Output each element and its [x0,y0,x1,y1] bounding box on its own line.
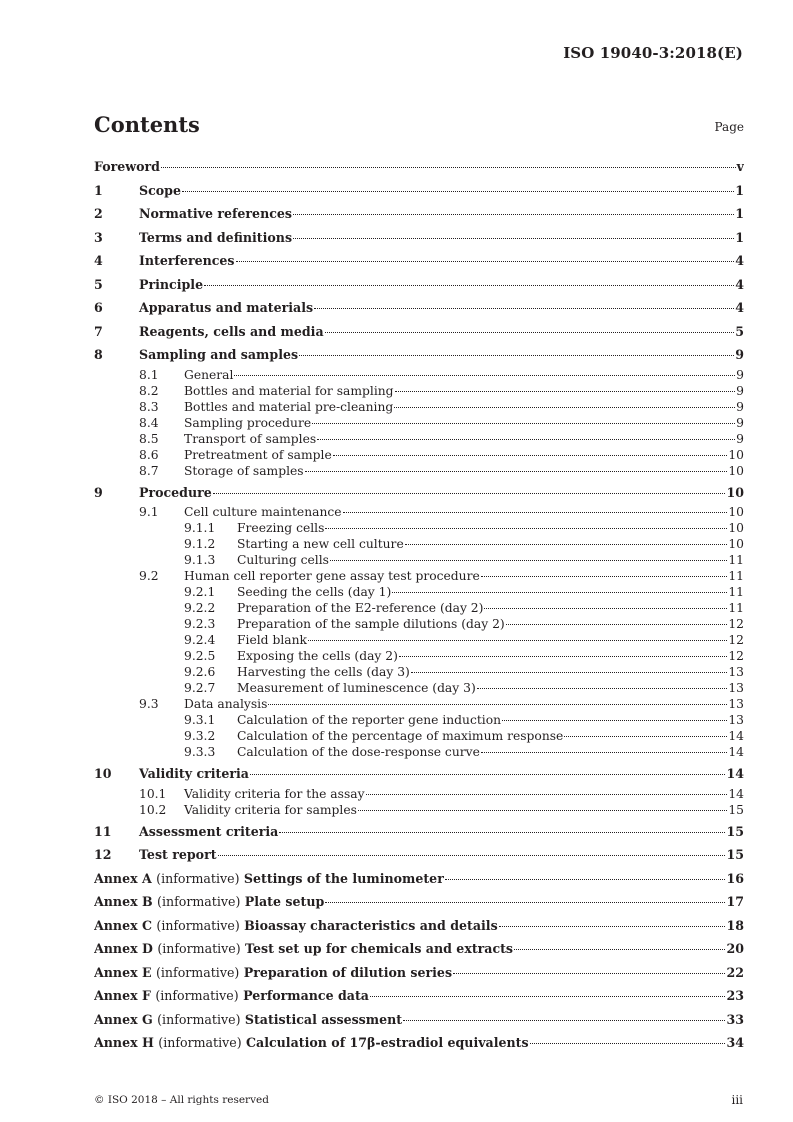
dot-leader [481,576,728,577]
toc-entry[interactable] [94,744,744,760]
toc-entry-title: Scope [139,182,181,198]
annex-label: Annex A [94,870,152,886]
toc-entry[interactable] [94,463,744,479]
toc-entry-title: Data analysis [184,697,268,711]
toc-page-number: 12 [728,633,744,647]
toc-entry-title: Preparation of the E2-reference (day 2) [237,601,484,615]
dot-leader [403,1020,725,1021]
toc-entry[interactable] [94,786,744,802]
toc-entry-number: 9.2 [139,569,159,583]
toc-entry-number: 5 [94,276,103,292]
toc-page-number: 34 [726,1035,744,1050]
toc-entry-number: 12 [94,847,112,862]
dot-leader [325,902,725,903]
dot-leader [333,455,728,456]
toc-annex-entry[interactable] [94,984,744,1008]
toc-page-number: 11 [728,553,744,567]
annex-label: Annex H [94,1035,154,1050]
toc-entry-number: 9.3.3 [184,745,216,759]
dot-leader [445,879,726,880]
dot-leader [312,423,735,424]
toc-entry-title: Harvesting the cells (day 3) [237,665,410,679]
dot-leader [343,512,728,513]
toc-entry-title [94,937,513,961]
dot-leader [299,355,734,356]
toc-page-number: 13 [728,697,744,711]
annex-title: Test set up for chemicals and extracts [245,941,514,956]
toc-entry-number: 9.3 [139,697,159,711]
toc-page-number: 10 [728,505,744,519]
toc-entry[interactable] [94,552,744,568]
toc-page-number: 1 [735,206,744,221]
toc-entry[interactable] [94,481,744,505]
toc-entry-title: Calculation of the dose-response curve [237,745,480,759]
toc-entry-number: 9.1 [139,505,159,519]
toc-entry[interactable] [94,367,744,383]
dot-leader [250,774,726,775]
toc-entry-number: 6 [94,300,103,315]
toc-entry-title [94,1008,402,1032]
toc-entry-number: 9.2.3 [184,617,216,631]
toc-entry-title: Cell culture maintenance [184,505,342,519]
dot-leader [481,752,727,753]
toc-entry-title: Measurement of luminescence (day 3) [237,681,476,695]
toc-entry[interactable] [94,802,744,818]
dot-leader [394,407,735,408]
toc-page-number: 13 [728,681,744,695]
dot-leader [399,656,727,657]
annex-title: Statistical assessment [244,1011,403,1027]
annex-informative-label: (informative) [157,894,241,909]
toc-entry-title: Terms and definitions [139,229,293,245]
toc-entry-number: 9.2.4 [184,633,216,647]
toc-entry-number: 9.2.1 [184,585,216,599]
toc-page-number: 13 [728,713,744,727]
toc-entry[interactable] [94,820,744,844]
toc-page-number: 14 [726,766,744,781]
dot-leader [502,720,727,721]
toc-entry-number: 8.7 [139,463,159,478]
toc-page-number: 22 [726,964,744,980]
toc-entry-number: 4 [94,253,103,268]
toc-page-number: 9 [735,347,744,362]
toc-entry-title: Validity criteria for the assay [184,786,365,801]
toc-page-number: 10 [728,521,744,535]
toc-entry-title: Interferences [139,253,235,268]
toc-entry-title: Normative references [139,206,293,221]
toc-page-number: 1 [735,229,744,245]
document-id: ISO 19040-3:2018(E) [563,44,743,62]
dot-leader [330,560,727,561]
toc-entry[interactable] [94,843,744,867]
toc-page-number: 10 [728,537,744,551]
toc-annex-entry[interactable] [94,961,744,985]
annex-title: Plate setup [244,894,325,909]
toc-entry-title: Seeding the cells (day 1) [237,585,392,599]
toc-page-number: 17 [726,894,744,909]
toc-entry[interactable] [94,431,744,447]
toc-page-number: 1 [735,182,744,198]
toc-entry-number: 3 [94,229,103,245]
toc-entry-title: Calculation of the reporter gene induction [237,713,502,727]
annex-label: Annex G [94,1011,153,1027]
toc-page-number: 14 [728,786,744,801]
dot-leader [182,191,734,192]
toc-entry[interactable] [94,520,744,536]
toc-entry[interactable] [94,296,744,320]
toc-entry-title: Validity criteria for samples [184,802,357,817]
toc-entry[interactable] [94,399,744,415]
dot-leader [392,592,727,593]
toc-entry-title: Assessment criteria [139,823,279,839]
toc-page-number: 12 [728,617,744,631]
toc-entry-number: 9.1.3 [184,553,216,567]
dot-leader [358,810,727,811]
toc-entry[interactable] [94,226,744,250]
toc-entry-title: Procedure [139,484,212,500]
toc-entry-number: 7 [94,323,103,339]
toc-page-number: 11 [728,585,744,599]
toc-entry-title: General [184,367,234,382]
dot-leader [405,544,728,545]
page-column-label: Page [714,120,744,134]
toc-entry-title [94,961,452,985]
annex-informative-label: (informative) [157,1011,241,1027]
toc-page-number: 11 [728,601,744,615]
dot-leader [293,214,734,215]
toc-entry-number: 9.1.1 [184,521,216,535]
toc-entry-title: Exposing the cells (day 2) [237,649,398,663]
dot-leader [395,391,736,392]
toc-page-number: 4 [735,300,744,315]
toc-entry[interactable] [94,249,744,273]
annex-title: Calculation of 17β-estradiol equivalents [246,1035,529,1050]
toc-entry-number: 9 [94,484,103,500]
toc-page-number: 16 [726,870,744,886]
toc-entry-title: Foreword [94,159,160,174]
dot-leader [236,261,735,262]
dot-leader [293,238,734,239]
toc-page-number: 12 [728,649,744,663]
dot-leader [484,608,727,609]
toc-entry-title: Test report [139,847,217,862]
contents-header [94,112,744,140]
toc-entry-title: Validity criteria [139,766,249,781]
dot-leader [218,855,726,856]
toc-entry-title: Starting a new cell culture [237,537,404,551]
toc-entry[interactable] [94,273,744,297]
dot-leader [564,736,727,737]
toc-entry-number: 10.1 [139,786,167,801]
toc-entry[interactable] [94,504,744,520]
toc-page-number: 9 [736,399,744,414]
toc-annex-entry[interactable] [94,914,744,938]
toc-entry[interactable] [94,712,744,728]
annex-title: Performance data [243,988,369,1003]
toc-entry[interactable] [94,600,744,616]
toc-entry-title [94,1031,529,1055]
toc-page-number: 18 [726,917,744,933]
toc-entry[interactable] [94,632,744,648]
toc-page-number: 20 [726,941,744,956]
dot-leader [325,332,735,333]
toc-annex-entry[interactable] [94,890,744,914]
toc-entry[interactable] [94,696,744,712]
dot-leader [530,1043,726,1044]
toc-annex-entry[interactable] [94,867,744,891]
toc-page-number: 9 [736,431,744,446]
toc-entry-title: Calculation of the percentage of maximum response [237,729,564,743]
annex-informative-label: (informative) [158,1035,242,1050]
dot-leader [317,439,735,440]
toc-entry-title: Field blank [237,633,307,647]
toc-page-number: 10 [728,463,744,478]
toc-entry-number: 8.3 [139,399,159,414]
toc-entry[interactable] [94,320,744,344]
toc-page-number: 9 [736,383,744,398]
annex-informative-label: (informative) [157,941,241,956]
dot-leader [268,704,727,705]
toc-entry-title: Sampling procedure [184,415,312,430]
toc-entry-number: 11 [94,823,112,839]
annex-label: Annex D [94,941,153,956]
toc-entry[interactable] [94,536,744,552]
dot-leader [314,308,734,309]
toc-entry[interactable] [94,447,744,463]
toc-entry[interactable] [94,762,744,786]
toc-entry-number: 2 [94,206,103,221]
annex-informative-label: (informative) [156,870,240,886]
annex-title: Settings of the luminometer [243,870,444,886]
toc-entry-number: 8 [94,347,103,362]
toc-entry[interactable] [94,648,744,664]
toc-page-number: 4 [735,253,744,268]
toc-entry-title: Preparation of the sample dilutions (day 2) [237,617,505,631]
toc-entry-number: 10 [94,766,112,781]
toc-entry[interactable] [94,383,744,399]
toc-entry-title: Storage of samples [184,463,304,478]
toc-entry-number: 9.2.7 [184,681,216,695]
annex-label: Annex B [94,894,153,909]
toc-entry-title: Culturing cells [237,553,329,567]
toc-entry-title [94,867,444,891]
annex-informative-label: (informative) [155,964,240,980]
toc-page-number: 9 [736,367,744,382]
toc-page-number: 15 [726,847,744,862]
contents-title: Contents [94,112,200,137]
toc-annex-entry[interactable] [94,1008,744,1032]
dot-leader [499,926,726,927]
toc-entry[interactable] [94,664,744,680]
toc-page-number: 14 [728,745,744,759]
toc-page-number: v [736,159,744,174]
toc-entry-number: 9.3.1 [184,713,216,727]
toc-entry-title [94,914,498,938]
toc-entry[interactable] [94,680,744,696]
toc-entry-title: Pretreatment of sample [184,447,332,462]
toc-entry-number: 9.2.6 [184,665,216,679]
dot-leader [204,285,734,286]
toc-entry[interactable] [94,584,744,600]
toc-entry-title: Bottles and material pre-cleaning [184,399,394,414]
toc-entry[interactable] [94,568,744,584]
annex-label: Annex E [94,964,152,980]
toc-entry-title: Human cell reporter gene assay test procedure [184,569,480,583]
toc-entry[interactable] [94,155,744,179]
copyright-notice: © ISO 2018 – All rights reserved [94,1094,269,1106]
toc-annex-entry[interactable] [94,1031,744,1055]
dot-leader [453,973,725,974]
toc-entry-number: 1 [94,182,103,198]
dot-leader [308,640,727,641]
dot-leader [514,949,725,950]
toc-entry-title: Principle [139,276,204,292]
dot-leader [411,672,728,673]
dot-leader [366,794,728,795]
toc-entry[interactable] [94,202,744,226]
toc-page-number: 23 [726,988,744,1003]
toc-page-number: 4 [735,276,744,292]
toc-page-number: 9 [736,415,744,430]
toc-entry-title: Apparatus and materials [139,300,314,315]
dot-leader [279,832,725,833]
toc-entry-number: 9.3.2 [184,729,216,743]
dot-leader [477,688,728,689]
toc-entry-number: 9.1.2 [184,537,216,551]
toc-entry-number: 8.1 [139,367,159,382]
toc-entry-title: Freezing cells [237,521,325,535]
dot-leader [506,624,728,625]
toc-entry-number: 8.2 [139,383,159,398]
dot-leader [370,996,726,997]
dot-leader [213,493,726,494]
page-number: iii [731,1093,743,1107]
toc-entry-number: 9.2.2 [184,601,216,615]
toc-entry-title: Reagents, cells and media [139,323,324,339]
annex-informative-label: (informative) [155,988,239,1003]
toc-entry-number: 8.4 [139,415,159,430]
toc-page-number: 11 [728,569,744,583]
toc-page-number: 14 [728,729,744,743]
toc-page-number: 15 [728,802,744,817]
annex-label: Annex C [94,917,153,933]
toc-entry[interactable] [94,343,744,367]
toc-page-number: 15 [726,823,744,839]
annex-title: Preparation of dilution series [243,964,453,980]
toc-entry-number: 10.2 [139,802,167,817]
toc-entry-title [94,890,324,914]
table-of-contents [94,155,744,1055]
annex-label: Annex F [94,988,151,1003]
annex-informative-label: (informative) [156,917,240,933]
toc-entry-title: Bottles and material for sampling [184,383,394,398]
dot-leader [234,375,735,376]
toc-entry[interactable] [94,728,744,744]
dot-leader [325,528,727,529]
toc-page-number: 13 [728,665,744,679]
toc-entry-title: Transport of samples [184,431,317,446]
toc-entry[interactable] [94,415,744,431]
dot-leader [161,167,736,168]
toc-page-number: 10 [726,484,744,500]
toc-entry[interactable] [94,616,744,632]
toc-entry-number: 9.2.5 [184,649,216,663]
toc-page-number: 33 [726,1011,744,1027]
toc-entry-title [94,984,369,1008]
toc-entry[interactable] [94,179,744,203]
toc-entry-number: 8.5 [139,431,159,446]
toc-page-number: 5 [735,323,744,339]
annex-title: Bioassay characteristics and details [244,917,498,933]
toc-annex-entry[interactable] [94,937,744,961]
toc-page-number: 10 [728,447,744,462]
toc-entry-number: 8.6 [139,447,159,462]
toc-entry-title: Sampling and samples [139,347,299,362]
dot-leader [305,471,728,472]
